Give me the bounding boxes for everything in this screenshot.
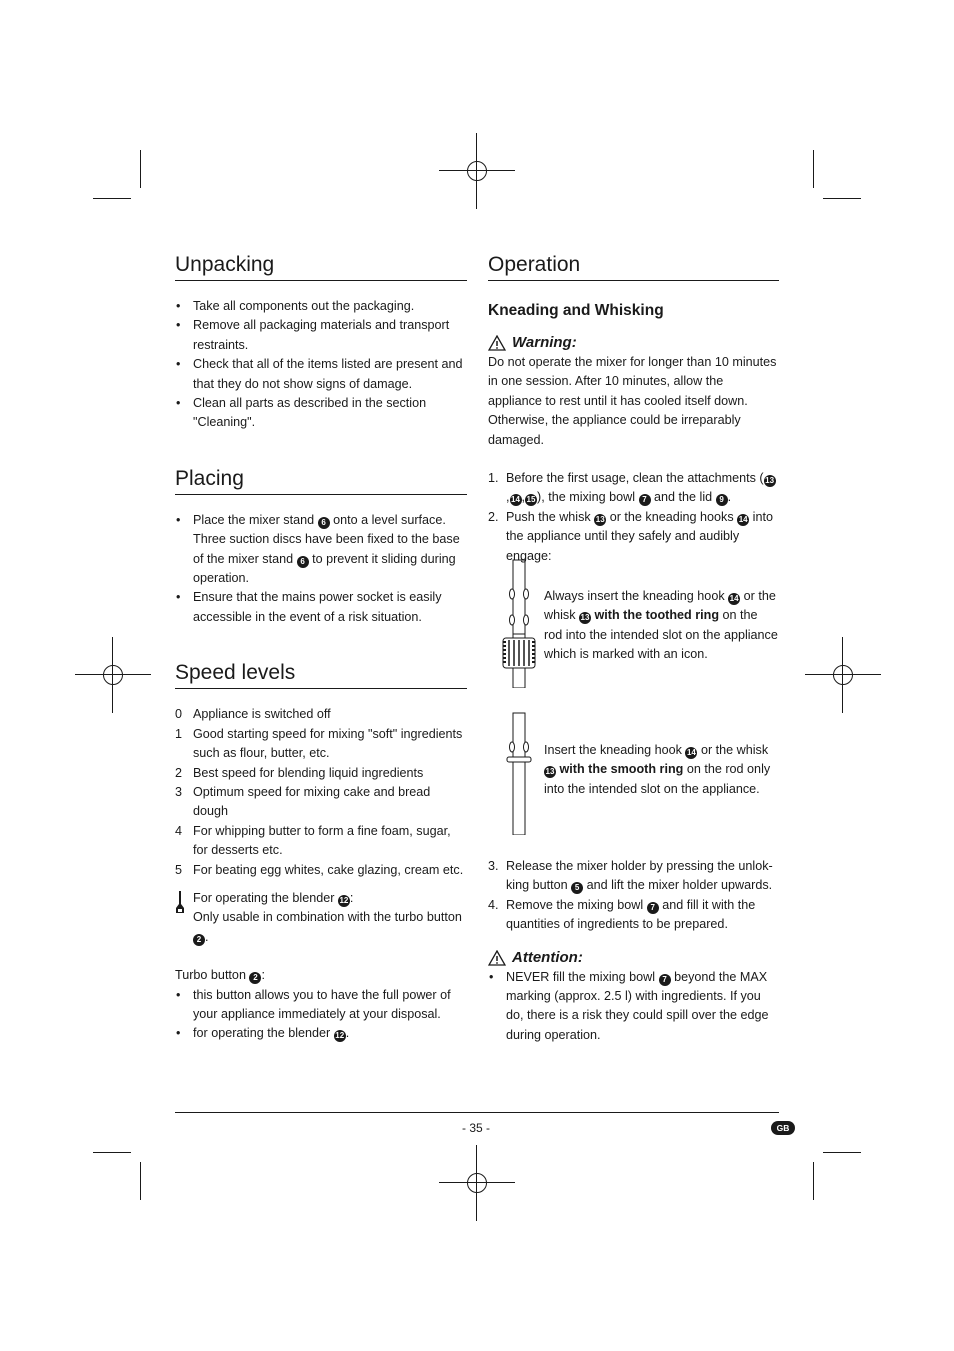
page-number: - 35 - [461, 1121, 490, 1135]
smooth-ring-rod-illustration [499, 711, 539, 835]
left-column [175, 252, 467, 1044]
unpacking-heading: Unpacking [175, 252, 467, 281]
list-item: • NEVER fill the mixing bowl 7 beyond the MAX marking (approx. 2.5 l) with ingredients. If you do, there is a risk they could spill over the edge during operation. [488, 968, 779, 1046]
blender-note: For operating the blender 12 : Only usable in combination with the turbo button 2 . [175, 889, 467, 947]
list-item: • this button allows you to have the full power of your appliance immediately at your disposal. [175, 986, 467, 1025]
unpacking-list [175, 297, 467, 433]
crop-mark [93, 198, 131, 199]
crop-mark [93, 1152, 131, 1153]
placing-heading: Placing [175, 466, 467, 495]
list-item: 5 For beating egg whites, cake glazing, cream etc. [175, 862, 464, 877]
turbo-label: Turbo button 2 : [175, 968, 265, 983]
operation-heading: Operation [488, 252, 779, 281]
crop-mark [813, 150, 814, 188]
list-item: 3. Release the mixer holder by pressing the unlok-king button 5 and lift the mixer holder upwards. [488, 859, 773, 893]
crop-mark [813, 1162, 814, 1200]
attention-title: Attention: [488, 948, 779, 968]
registration-mark [439, 1145, 515, 1221]
list-item: 3 Optimum speed for mixing cake and bread dough [175, 784, 431, 819]
list-item: • Place the mixer stand 6 onto a level surface. Three suction discs have been fixed to the base of the mixer stand 6 to prevent it sliding during operation. [175, 511, 467, 589]
crop-mark [823, 198, 861, 199]
warning-icon [488, 335, 506, 351]
toothed-ring-rod-illustration [499, 558, 539, 688]
list-item: 4. Remove the mixing bowl 7 and fill it with the quantities of ingredients to be prepared. [488, 897, 756, 932]
crop-mark [140, 150, 141, 188]
footer-divider [175, 1112, 779, 1113]
speed-levels-heading: Speed levels [175, 660, 467, 689]
list-item: • Clean all parts as described in the section "Cleaning". [175, 394, 467, 433]
list-item: 0 Appliance is switched off [175, 707, 331, 722]
registration-mark [805, 637, 881, 713]
steps-list-2 [488, 857, 779, 935]
steps-list-1 [488, 469, 779, 566]
toothed-ring-caption: Always insert the kneading hook 14 or the whisk 13 with the toothed ring on the rod into the intended slot on the appliance which is marked with an icon. [544, 589, 778, 662]
note-icon [175, 891, 185, 913]
list-item: 1. Before the first usage, clean the attachments ( 13, 14 , 15 ), the mixing bowl 7 and the lid 9 . [488, 471, 775, 505]
list-item: 2. Push the whisk 13 or the kneading hooks 14 into the appliance until they safely and audibly engage: [488, 509, 773, 563]
turbo-list [175, 986, 467, 1044]
speed-levels-list [175, 705, 467, 880]
list-item: 4 For whipping butter to form a fine foam, sugar, for desserts etc. [175, 823, 451, 858]
registration-mark [75, 637, 151, 713]
list-item: • Check that all of the items listed are present and that they do not show signs of damage. [175, 355, 467, 394]
registration-mark [439, 133, 515, 209]
list-item: 2 Best speed for blending liquid ingredients [175, 765, 424, 780]
smooth-ring-caption: Insert the kneading hook 14 or the whisk 13 with the smooth ring on the rod only into the intended slot on the appliance. [544, 743, 771, 796]
crop-mark [823, 1152, 861, 1153]
warning-text: Do not operate the mixer for longer than 10 minutes in one session. After 10 minutes, allow the appliance to rest until it has cooled itself down. Otherwise, the appliance could be irreparably damaged. [488, 355, 777, 447]
list-item: • Take all components out the packaging. [175, 297, 467, 316]
warning-title: Warning: [488, 333, 779, 353]
list-item: • Remove all packaging materials and transport restraints. [175, 316, 467, 355]
crop-mark [140, 1162, 141, 1200]
list-item: • Ensure that the mains power socket is easily accessible in the event of a risk situation. [175, 588, 467, 627]
right-column-lower [488, 857, 779, 1045]
kneading-heading: Kneading and Whisking [488, 302, 664, 319]
attention-list [488, 968, 779, 1046]
language-badge: GB [771, 1121, 795, 1135]
right-column [488, 252, 779, 566]
warning-icon [488, 950, 506, 966]
placing-list [175, 511, 467, 627]
list-item: 1 Good starting speed for mixing "soft" ingredients such as flour, butter, etc. [175, 726, 463, 761]
list-item: • for operating the blender 12 . [175, 1024, 467, 1043]
